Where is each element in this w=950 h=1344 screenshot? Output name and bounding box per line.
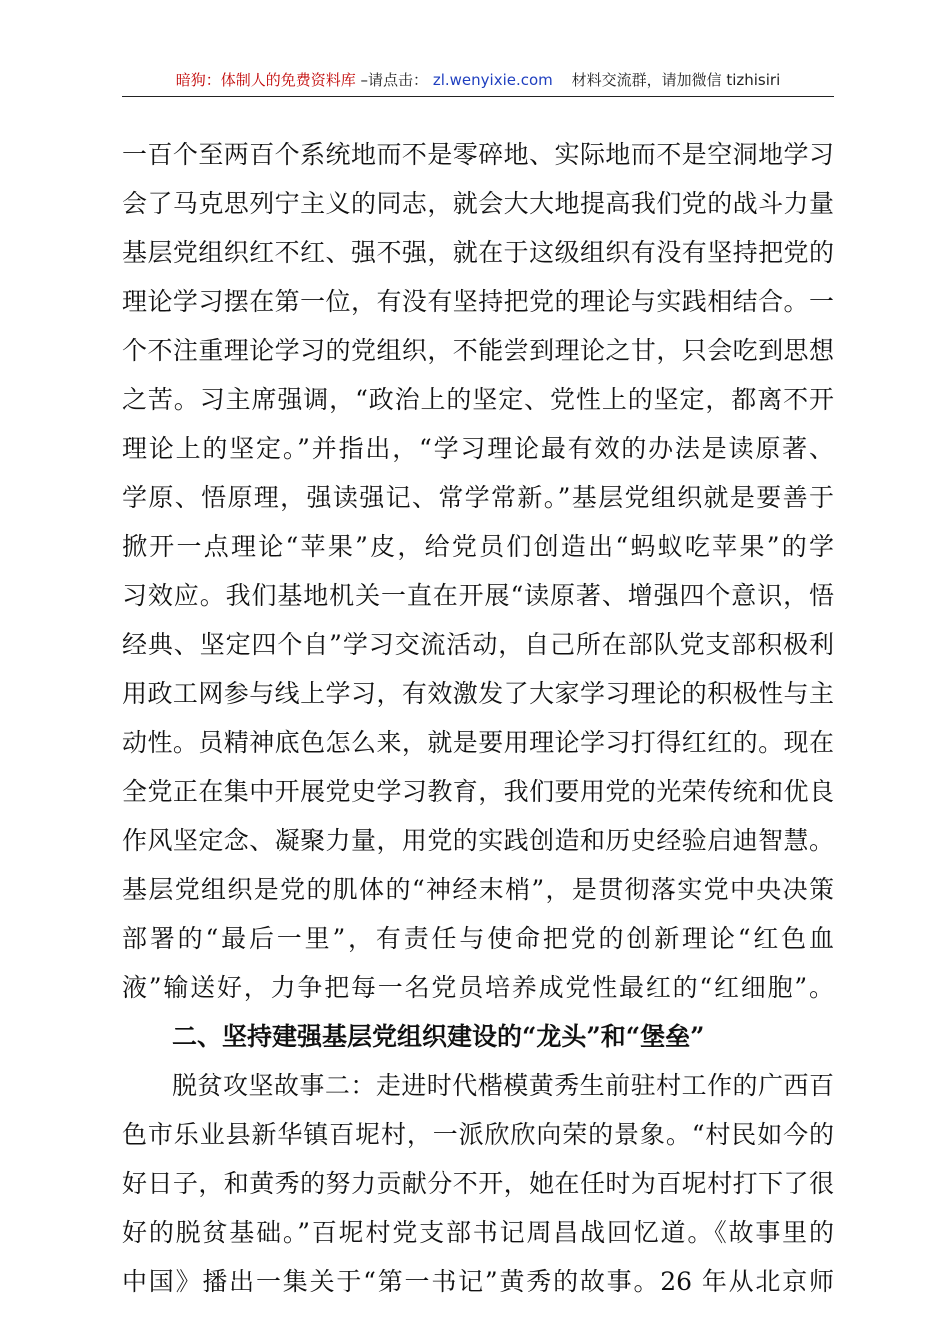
- document-body: [122, 130, 834, 1306]
- body-line: 好日子，和黄秀的努力贡献分不开，她在任时为百坭村打下了很: [122, 1169, 834, 1198]
- body-line: 好的脱贫基础。”百坭村党支部书记周昌战回忆道。《故事里的: [122, 1218, 834, 1247]
- header-contact: 材料交流群，请加微信 tizhisiri: [571, 71, 781, 89]
- section-heading: 二、坚持建强基层党组织建设的“龙头”和“堡垒”: [172, 1022, 705, 1051]
- body-line: 中国》播出一集关于“第一书记”黄秀的故事。26 年从北京师: [122, 1267, 834, 1296]
- body-line: 动性。员精神底色怎么来，就是要用理论学习打得红红的。现在: [122, 728, 834, 757]
- header-click-prompt: –请点击：: [360, 71, 429, 89]
- body-line: 基层党组织是党的肌体的“神经末梢”，是贯彻落实党中央决策: [122, 875, 834, 904]
- body-line: 习效应。我们基地机关一直在开展“读原著、增强四个意识，悟: [122, 581, 834, 610]
- body-line: 脱贫攻坚故事二：走进时代楷模黄秀生前驻村工作的广西百: [172, 1071, 834, 1100]
- body-line: 学原、悟原理，强读强记、常学常新。”基层党组织就是要善于: [122, 483, 834, 512]
- body-line: 经典、坚定四个自”学习交流活动，自己所在部队党支部积极利: [122, 630, 834, 659]
- body-line: 液”输送好，力争把每一名党员培养成党性最红的“红细胞”。: [122, 973, 834, 1002]
- body-line: 理论上的坚定。”并指出，“学习理论最有效的办法是读原著、: [122, 434, 834, 463]
- body-line: 部署的“最后一里”，有责任与使命把党的创新理论“红色血: [122, 924, 834, 953]
- body-line: 之苦。习主席强调，“政治上的坚定、党性上的坚定，都离不开: [122, 385, 834, 414]
- body-line: 掀开一点理论“苹果”皮，给党员们创造出“蚂蚁吃苹果”的学: [122, 532, 834, 561]
- body-line: 一百个至两百个系统地而不是零碎地、实际地而不是空洞地学习: [122, 140, 834, 169]
- body-line: 用政工网参与线上学习，有效激发了大家学习理论的积极性与主: [122, 679, 834, 708]
- body-line: 色市乐业县新华镇百坭村，一派欣欣向荣的景象。“村民如今的: [122, 1120, 834, 1149]
- body-line: 个不注重理论学习的党组织，不能尝到理论之甘，只会吃到思想: [122, 336, 834, 365]
- body-line: 理论学习摆在第一位，有没有坚持把党的理论与实践相结合。一: [122, 287, 834, 316]
- body-line: 基层党组织红不红、强不强，就在于这级组织有没有坚持把党的: [122, 238, 834, 267]
- body-line: 全党正在集中开展党史学习教育，我们要用党的光荣传统和优良: [122, 777, 834, 806]
- header-link[interactable]: zl.wenyixie.com: [432, 71, 553, 89]
- page-header: [122, 66, 834, 97]
- body-line: 会了马克思列宁主义的同志，就会大大地提高我们党的战斗力量: [122, 189, 834, 218]
- header-site-name: 暗狗：体制人的免费资料库: [175, 71, 356, 89]
- body-line: 作风坚定念、凝聚力量，用党的实践创造和历史经验启迪智慧。: [122, 826, 834, 855]
